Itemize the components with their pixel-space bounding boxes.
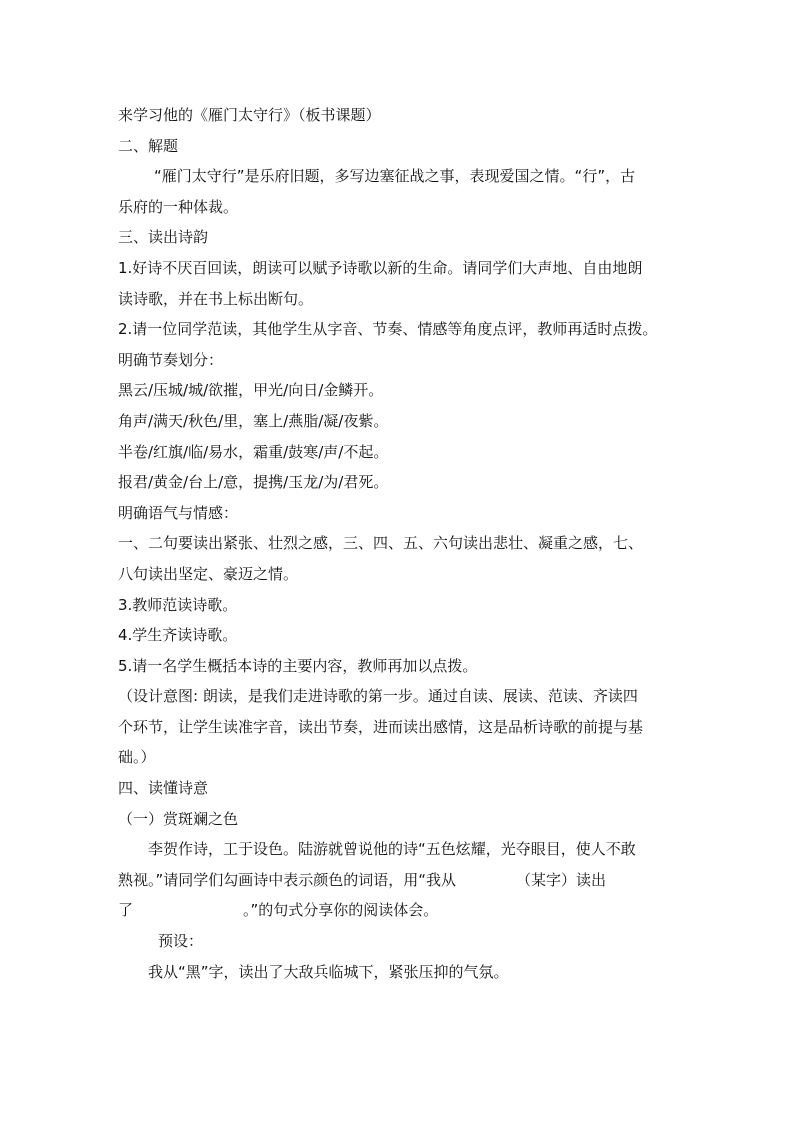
paragraph-line: 1.好诗不厌百回读，朗读可以赋予诗歌以新的生命。请同学们大声地、自由地朗 [118,258,643,277]
paragraph-line: （设计意图: 朗读，是我们走进诗歌的第一步。通过自读、展读、范读、齐读四 [118,687,638,706]
paragraph-line: 础。） [118,748,156,767]
paragraph-line: “雁门太守行”是乐府旧题，多写边塞征战之事，表现爱国之情。“行”，古 [154,167,636,186]
paragraph-line: 乐府的一种体裁。 [118,197,239,216]
subsection-heading: （一）赏斑斓之色 [118,809,239,828]
text-fragment: （某字）读出 [516,870,607,889]
paragraph-line [118,865,688,896]
poem-line: 半卷/红旗/临/易水，霜重/鼓寒/声/不起。 [118,442,389,461]
paragraph-line: 读诗歌，并在书上标出断句。 [118,289,314,308]
text-fragment: 了 [118,901,134,920]
paragraph-line: 4.学生齐读诗歌。 [118,626,238,645]
paragraph-line: 李贺作诗，工于设色。陆游就曾说他的诗“五色炫耀，光夺眼目，使人不敢 [148,840,636,859]
paragraph-line: 明确语气与情感： [118,503,239,522]
paragraph-line: 预设： [158,932,204,951]
poem-line: 报君/黄金/台上/意，提携/玉龙/为/君死。 [118,473,389,492]
document-page [118,100,688,987]
poem-line: 黑云/压城/城/欲摧，甲光/向日/金鳞开。 [118,381,384,400]
paragraph-line: 八句读出坚定、豪迈之情。 [118,564,299,583]
section-heading-2: 二、解题 [118,136,179,155]
text-fragment: 熟视。”请同学们勾画诗中表示颜色的词语，用“我从 [118,870,457,889]
paragraph-line: 2.请一位同学范读，其他学生从字音、节奏、情感等角度点评，教师再适时点拨。 [118,320,658,339]
paragraph-line [118,895,688,926]
section-heading-4: 四、读懂诗意 [118,779,209,798]
text-fragment: 。”的句式分享你的阅读体会。 [243,901,439,920]
poem-line: 角声/满天/秋色/里，塞上/燕脂/凝/夜紫。 [118,411,389,430]
paragraph-line: 一、二句要读出紧张、壮烈之感，三、四、五、六句读出悲壮、凝重之感，七、 [118,534,644,553]
section-heading-3: 三、读出诗韵 [118,228,209,247]
paragraph-line: 明确节奏划分： [118,350,224,369]
paragraph-line: 5.请一名学生概括本诗的主要内容，教师再加以点拨。 [118,656,478,675]
paragraph-line: 我从“黑”字，读出了大敌兵临城下，紧张压抑的气氛。 [148,962,509,981]
paragraph-line: 来学习他的《雁门太守行》（板书课题） [118,106,381,124]
paragraph-line: 3.教师范读诗歌。 [118,595,238,614]
paragraph-line: 个环节，让学生读准字音，读出节奏，进而读出感情，这是品析诗歌的前提与基 [118,717,644,736]
